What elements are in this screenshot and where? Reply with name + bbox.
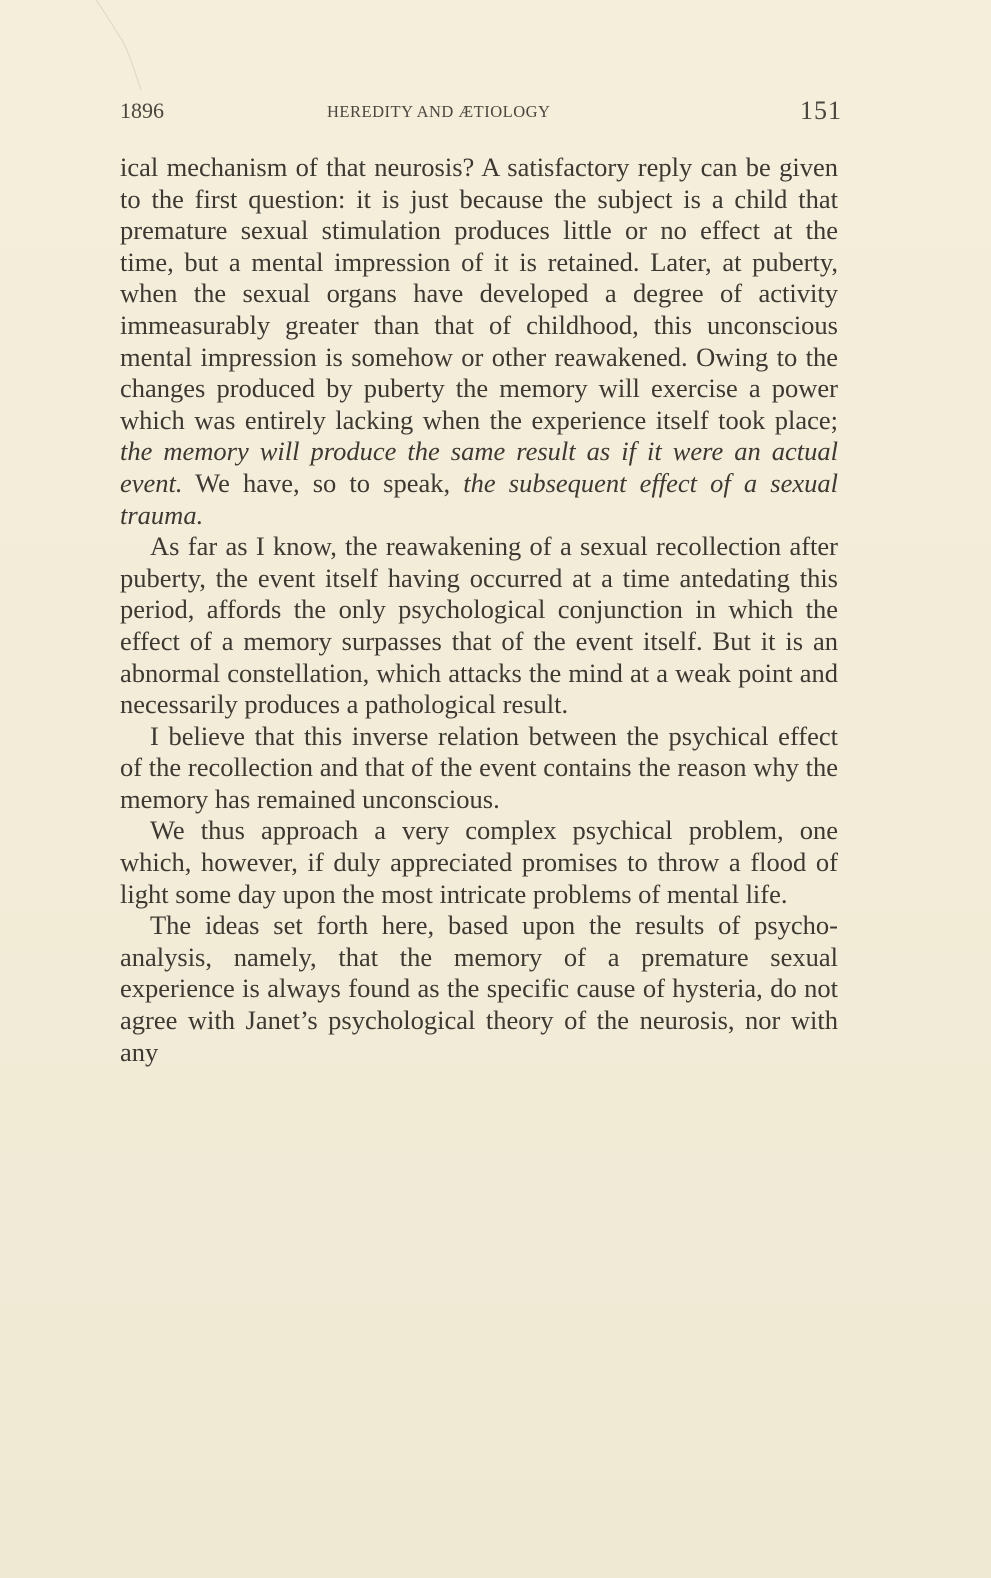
paragraph-2 bbox=[120, 531, 838, 721]
paragraph-1 bbox=[120, 152, 838, 531]
paragraph-5 bbox=[120, 910, 838, 1068]
text-segment: The ideas set forth here, based upon the results of psycho-analysis, namely, that the memory of a premature sexual experience is always found as the specific cause of hysteria, do not agree with Janet’s psychological theory of the neurosis, nor with any bbox=[120, 910, 838, 1067]
paragraph-4 bbox=[120, 815, 838, 910]
italic-text-segment: the memory will produce the same result as if it were an actual event. bbox=[120, 436, 838, 498]
text-segment: As far as I know, the reawakening of a sexual recollection after puberty, the event itself having occurred at a time antedating this period, affords the only psychological conjunction in which the effect of a memory surpasses that of the event itself. But it is an abnormal constellation, which attacks the mind at a weak point and necessarily produces a pathological result. bbox=[120, 531, 838, 720]
text-segment: I believe that this inverse relation between the psychical effect of the recollection and that of the event contains the reason why the memory has remained unconscious. bbox=[120, 720, 838, 814]
text-segment: We have, so to speak, bbox=[182, 467, 464, 498]
running-head bbox=[120, 96, 842, 132]
text-segment: ical mechanism of that neurosis? A satisfactory reply can be given to the first question: it is just because the subject is a child that premature sexual stimulation produces little or no effect at the time, but a mental impression of it is retained. Later, at puberty, when the sexual organs have developed a degree of activity immeasurably greater than that of childhood, this unconscious mental impression is somehow or other reawakened. Owing to the changes produced by puberty the memory will exercise a power which was entirely lacking when the experience itself took place; bbox=[120, 152, 838, 435]
paragraph-3 bbox=[120, 721, 838, 816]
running-head-year: 1896 bbox=[120, 98, 164, 123]
running-head-title: HEREDITY AND ÆTIOLOGY bbox=[327, 102, 551, 121]
body-text bbox=[120, 152, 838, 1068]
page-number: 151 bbox=[800, 96, 842, 125]
text-segment: We thus approach a very complex psychical problem, one which, however, if duly appreciated promises to throw a flood of light some day upon the most intricate problems of mental life. bbox=[120, 815, 838, 909]
italic-text-segment: the subsequent effect of a sexual trauma. bbox=[120, 467, 838, 530]
